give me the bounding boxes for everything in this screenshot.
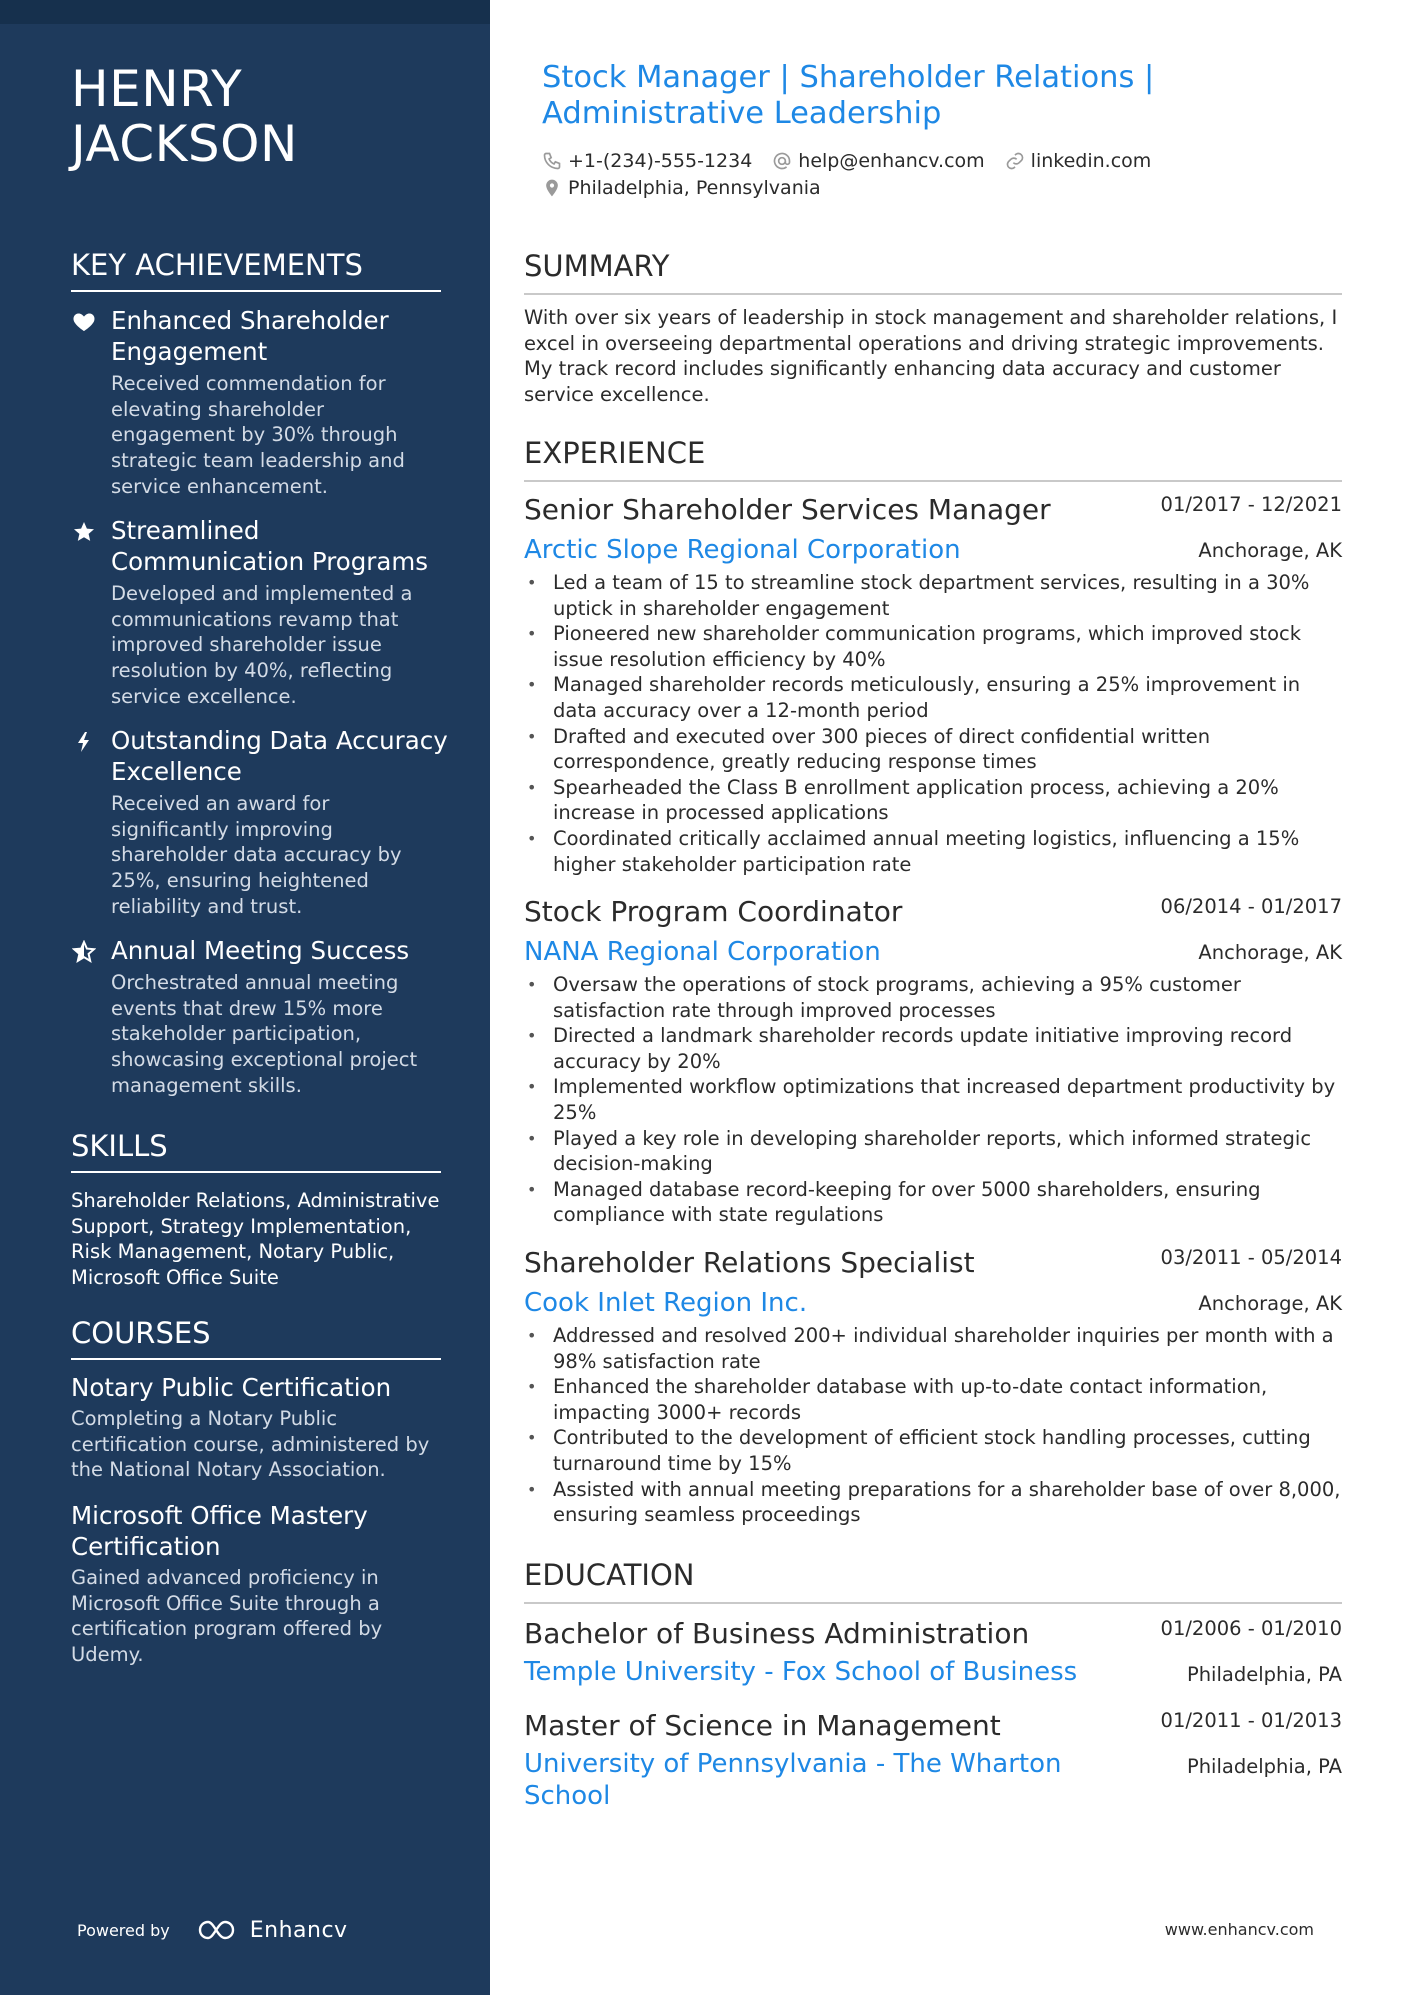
job-bullet: • Spearheaded the Class B enrollment application process, achieving a 20% increase in processed applications [524,775,1342,826]
contact-row [542,150,1171,172]
job-bullet: • Drafted and executed over 300 pieces of direct confidential written correspondence, greatly reducing response times [524,724,1342,775]
location-text: Philadelphia, Pennsylvania [568,177,821,199]
achievement-item [71,935,451,1099]
job-title: Senior Shareholder Services Manager [524,493,1051,526]
job-bullet: • Led a team of 15 to streamline stock department services, resulting in a 30% uptick in shareholder engagement [524,570,1342,621]
achievement-title: Outstanding Data Accuracy Excellence [111,726,448,786]
job-title: Shareholder Relations Specialist [524,1246,975,1279]
phone-text: +1-(234)-555-1234 [568,150,753,172]
job-bullet: • Directed a landmark shareholder records update initiative improving record accuracy by 20% [524,1023,1342,1074]
job-entry [524,490,1342,877]
email-text: help@enhancv.com [798,150,985,172]
job-title: Stock Program Coordinator [524,895,903,928]
enhancv-logo[interactable] [196,1917,348,1943]
summary-text: With over six years of leadership in stock management and shareholder relations, I excel in overseeing departmental operations and driving strategic improvements. My track record includes significantly enhancing data accuracy and customer service excellence. [524,306,1338,407]
phone-icon [542,151,562,171]
school-name[interactable]: Temple University - Fox School of Business [524,1657,1078,1687]
achievement-title: Enhanced Shareholder Engagement [111,306,389,366]
enhancv-logo-icon [196,1917,242,1943]
website-link[interactable]: www.enhancv.com [1164,1920,1314,1939]
achievement-description: Orchestrated annual meeting events that drew 15% more stakeholder participation, showcasing exceptional project management skills. [111,971,418,1097]
job-bullets [524,972,1342,1228]
brand-name: Enhancv [249,1917,348,1943]
company-name[interactable]: Cook Inlet Region Inc. [524,1288,808,1318]
school-name[interactable]: University of Pennsylvania - The Wharton School [524,1749,1062,1811]
sidebar [0,0,490,1995]
job-entry [524,892,1342,1228]
education-location: Philadelphia, PA [1186,1663,1342,1686]
main-content [490,0,1410,1995]
courses-heading: COURSES [71,1316,441,1360]
star-icon [71,519,97,545]
heart-icon [71,309,97,335]
achievement-title: Streamlined Communication Programs [111,516,429,576]
job-bullets [524,570,1342,877]
job-entry [524,1243,1342,1528]
course-title: Notary Public Certification [71,1373,392,1402]
education-dates: 01/2006 - 01/2010 [1160,1617,1342,1640]
job-dates: 01/2017 - 12/2021 [1160,493,1342,516]
job-bullet: • Assisted with annual meeting preparations for a shareholder base of over 8,000, ensuring seamless proceedings [524,1477,1342,1528]
course-item [71,1500,451,1668]
course-description: Completing a Notary Public certification course, administered by the National Notary Association. [71,1407,430,1482]
resume-headline: Stock Manager | Shareholder Relations | Administrative Leadership [542,60,1155,131]
sidebar-top-bar [0,0,490,24]
job-bullet: • Oversaw the operations of stock programs, achieving a 95% customer satisfaction rate through improved processes [524,972,1342,1023]
skills-heading: SKILLS [71,1129,441,1173]
achievement-title: Annual Meeting Success [111,936,410,965]
location-pin-icon [542,178,562,198]
bolt-icon [71,729,97,755]
education-location: Philadelphia, PA [1186,1755,1342,1778]
candidate-name: HENRY JACKSON [71,60,298,173]
achievement-item [71,515,451,710]
phone-contact[interactable] [542,150,752,172]
link-icon [1005,151,1025,171]
job-bullet: • Played a key role in developing shareholder reports, which informed strategic decision-making [524,1126,1342,1177]
job-bullet: • Addressed and resolved 200+ individual shareholder inquiries per month with a 98% satisfaction rate [524,1323,1342,1374]
job-bullet: • Contributed to the development of efficient stock handling processes, cutting turnaround time by 15% [524,1425,1342,1476]
job-bullet: • Enhanced the shareholder database with up-to-date contact information, impacting 3000+ records [524,1374,1342,1425]
job-dates: 06/2014 - 01/2017 [1160,895,1342,918]
achievement-description: Received an award for significantly improving shareholder data accuracy by 25%, ensuring heightened reliability and trust. [111,792,402,918]
company-name[interactable]: Arctic Slope Regional Corporation [524,535,961,565]
education-dates: 01/2011 - 01/2013 [1160,1709,1342,1732]
skills-list: Shareholder Relations, Administrative Support, Strategy Implementation, Risk Management, Notary Public, Microsoft Office Suite [71,1189,440,1290]
achievement-item [71,725,451,920]
experience-heading: EXPERIENCE [524,436,1342,482]
job-bullet: • Pioneered new shareholder communication programs, which improved stock issue resolution efficiency by 40% [524,621,1342,672]
course-item [71,1372,451,1483]
summary-heading: SUMMARY [524,249,1342,295]
job-location: Anchorage, AK [1198,539,1342,562]
degree-title: Bachelor of Business Administration [524,1617,1030,1650]
email-contact[interactable] [772,150,984,172]
job-bullet: • Coordinated critically acclaimed annual meeting logistics, influencing a 15% higher stakeholder participation rate [524,826,1342,877]
job-location: Anchorage, AK [1198,1292,1342,1315]
achievement-item [71,305,451,500]
powered-by [77,1917,348,1943]
powered-by-label: Powered by [77,1920,170,1940]
course-description: Gained advanced proficiency in Microsoft Office Suite through a certification program offered by Udemy. [71,1566,383,1667]
job-location: Anchorage, AK [1198,941,1342,964]
achievement-description: Received commendation for elevating shareholder engagement by 30% through strategic team leadership and service enhancement. [111,372,405,498]
degree-title: Master of Science in Management [524,1709,1001,1742]
education-entry [524,1612,1342,1688]
job-bullet: • Implemented workflow optimizations that increased department productivity by 25% [524,1074,1342,1125]
linkedin-text: linkedin.com [1030,150,1152,172]
location-row [542,177,841,199]
company-name[interactable]: NANA Regional Corporation [524,937,881,967]
key-achievements-heading: KEY ACHIEVEMENTS [71,248,441,292]
education-heading: EDUCATION [524,1558,1342,1604]
job-bullets [524,1323,1342,1528]
course-title: Microsoft Office Mastery Certification [71,1501,368,1561]
location-contact [542,177,821,199]
job-dates: 03/2011 - 05/2014 [1160,1246,1342,1269]
education-entry [524,1704,1342,1812]
job-bullet: • Managed shareholder records meticulously, ensuring a 25% improvement in data accuracy over a 12-month period [524,672,1342,723]
achievement-description: Developed and implemented a communications revamp that improved shareholder issue resolution by 40%, reflecting service excellence. [111,582,413,708]
linkedin-contact[interactable] [1005,150,1152,172]
job-bullet: • Managed database record-keeping for over 5000 shareholders, ensuring compliance with state regulations [524,1177,1342,1228]
star-half-icon [71,939,97,965]
at-icon [772,151,792,171]
